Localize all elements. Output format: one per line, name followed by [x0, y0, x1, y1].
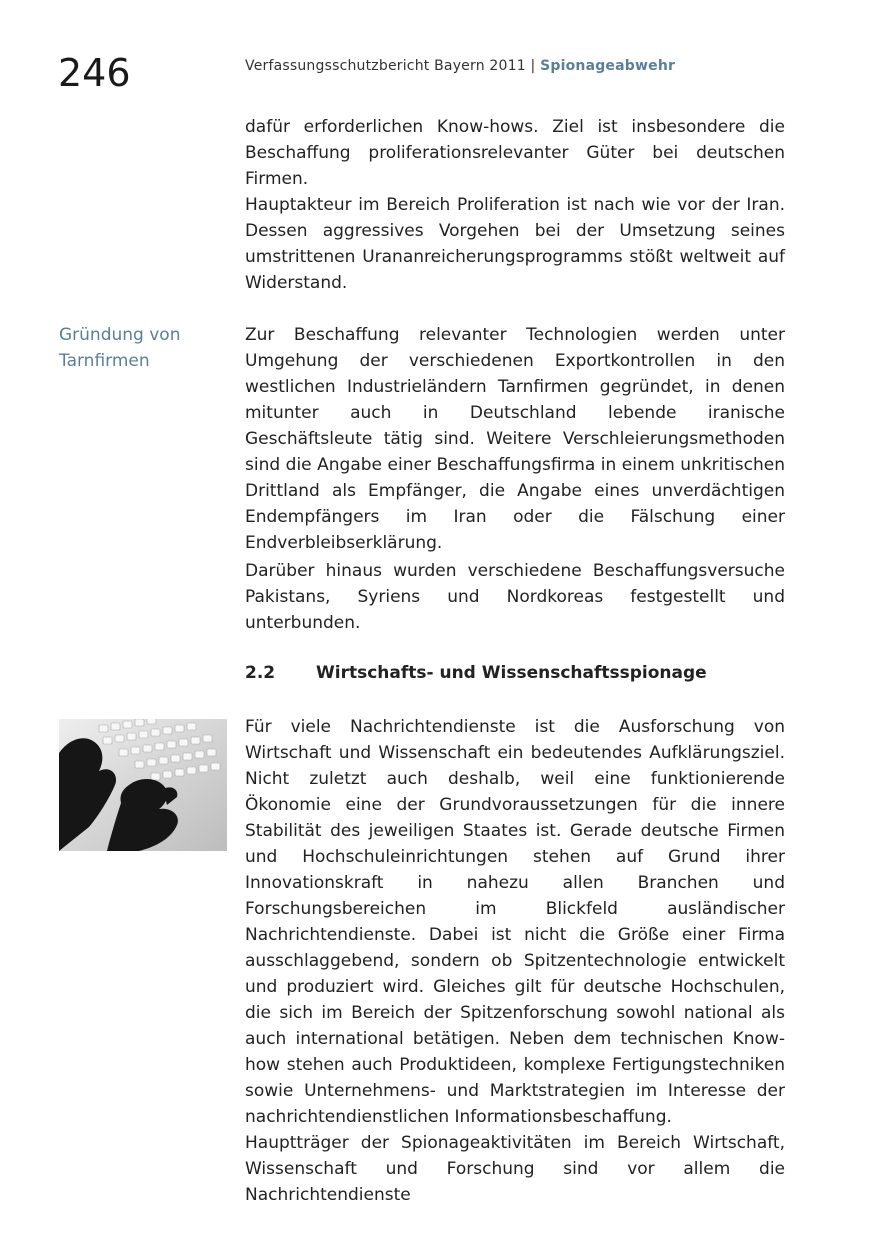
margin-note-line2: Tarnfirmen: [59, 351, 150, 371]
photo-gloved-hands-on-keyboard: [59, 719, 227, 851]
paragraph-iran: Hauptakteur im Bereich Proliferation ist nach wie vor der Iran. Dessen aggressives Vorgehen bei der Umsetzung seines umstrittenen Urananreicherungsprogramms stößt weltweit auf Widerstand.: [245, 195, 785, 293]
paragraph-haupttraeger: Hauptträger der Spionageaktivitäten im Bereich Wirtschaft, Wissenschaft und Forschung sind vor allem die Nachrichtendienste: [245, 1133, 785, 1205]
section-heading: [245, 660, 707, 686]
keyboard-photo-illustration: [59, 719, 227, 851]
section-name: Spionageabwehr: [540, 58, 676, 74]
margin-note-line1: Gründung von: [59, 325, 181, 345]
running-head: [245, 56, 675, 76]
paragraph-other-states: Darüber hinaus wurden verschiedene Beschaffungsversuche Pakistans, Syriens und Nordkoreas festgestellt und unterbunden.: [245, 561, 785, 633]
section-number: 2.2: [245, 663, 276, 683]
running-title: Verfassungsschutzbericht Bayern 2011 |: [245, 58, 541, 74]
paragraph-wirtschaftsspionage: Für viele Nachrichtendienste ist die Ausforschung von Wirtschaft und Wissenschaft ein bedeutendes Aufklärungsziel. Nicht zuletzt auch deshalb, weil eine funktionierende Ökonomie eine der Grundvoraussetzungen für die innere Stabilität des jeweiligen Staates ist. Gerade deutsche Firmen und Hochschuleinrichtungen stehen auf Grund ihrer Innovationskraft in nahezu allen Branchen und Forschungsbereichen im Blickfeld ausländischer Nachrichtendienste. Dabei ist nicht die Größe einer Firma ausschlaggebend, sondern ob Spitzentechnologie entwickelt und produziert wird. Gleiches gilt für deutsche Hochschulen, die sich im Bereich der Spitzenforschung sowohl national als auch international betätigen. Neben dem technischen Know-how stehen auch Produktideen, komplexe Fertigungstechniken sowie Unternehmens- und Marktstrategien im Interesse der nachrichtendienstlichen Informationsbeschaffung.: [245, 717, 785, 1127]
paragraph-intro: dafür erforderlichen Know-hows. Ziel ist insbesondere die Beschaffung proliferationsrelevanter Güter bei deutschen Firmen.: [245, 117, 785, 189]
section-title: Wirtschafts- und Wissenschaftsspionage: [316, 663, 707, 683]
page-number: 246: [58, 51, 131, 95]
paragraph-tarnfirmen: Zur Beschaffung relevanter Technologien werden unter Umgehung der verschiedenen Exportkontrollen in den westlichen Industrieländern Tarnfirmen gegründet, in denen mitunter auch in Deutschland lebende iranische Geschäftsleute tätig sind. Weitere Verschleierungsmethoden sind die Angabe einer Beschaffungsfirma in einem unkritischen Drittland als Empfänger, die Angabe eines unverdächtigen Endempfängers im Iran oder die Fälschung einer Endverbleibserklärung.: [245, 325, 785, 553]
margin-note: [59, 322, 224, 374]
